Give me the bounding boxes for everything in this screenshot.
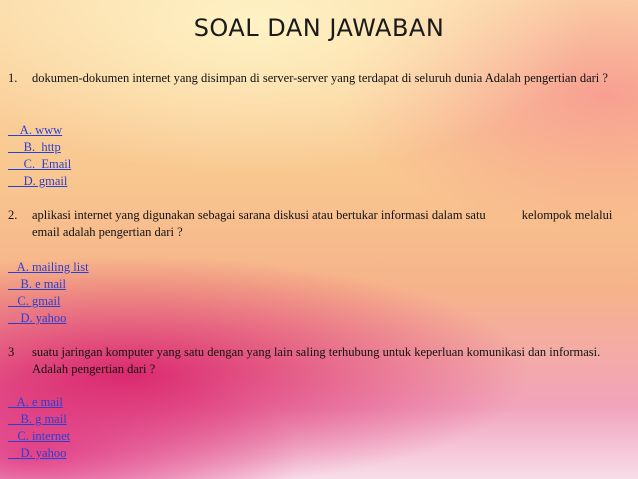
- option-link[interactable]: A. mailing list: [8, 260, 89, 274]
- options-2: [8, 259, 308, 327]
- option-link[interactable]: C. internet: [8, 429, 71, 443]
- option-link[interactable]: A. e mail: [8, 395, 63, 409]
- option-link[interactable]: D. gmail: [8, 174, 68, 188]
- question-2: [8, 207, 634, 241]
- option-link[interactable]: A. www: [8, 123, 63, 137]
- option-link[interactable]: C. Email: [8, 157, 72, 171]
- question-text-part1: aplikasi internet yang digunakan sebagai sarana diskusi atau bertukar informasi dalam satu: [32, 208, 486, 222]
- slide-title: SOAL DAN JAWABAN: [193, 14, 445, 42]
- question-text: suatu jaringan komputer yang satu dengan yang lain saling terhubung untuk keperluan komunikasi dan informasi. Adalah pengertian dari ?: [32, 345, 601, 376]
- options-1: [8, 122, 308, 190]
- question-1: [8, 70, 634, 87]
- question-text: dokumen-dokumen internet yang disimpan di server-server yang terdapat di seluruh dunia Adalah pengertian dari ?: [32, 71, 608, 85]
- question-number: 3: [8, 345, 15, 359]
- question-text-part2: kelompok melalui email adalah pengertian dari ?: [32, 208, 613, 239]
- question-text: [32, 207, 634, 241]
- option-link[interactable]: B. http: [8, 140, 61, 154]
- question-3: [8, 344, 634, 378]
- option-link[interactable]: D. yahoo: [8, 311, 67, 325]
- option-link[interactable]: D. yahoo: [8, 446, 67, 460]
- option-link[interactable]: B. g mail: [8, 412, 67, 426]
- options-3: [8, 394, 308, 462]
- option-link[interactable]: C. gmail: [8, 294, 61, 308]
- question-number: 2.: [8, 208, 18, 222]
- option-link[interactable]: B. e mail: [8, 277, 66, 291]
- question-number: 1.: [8, 71, 18, 85]
